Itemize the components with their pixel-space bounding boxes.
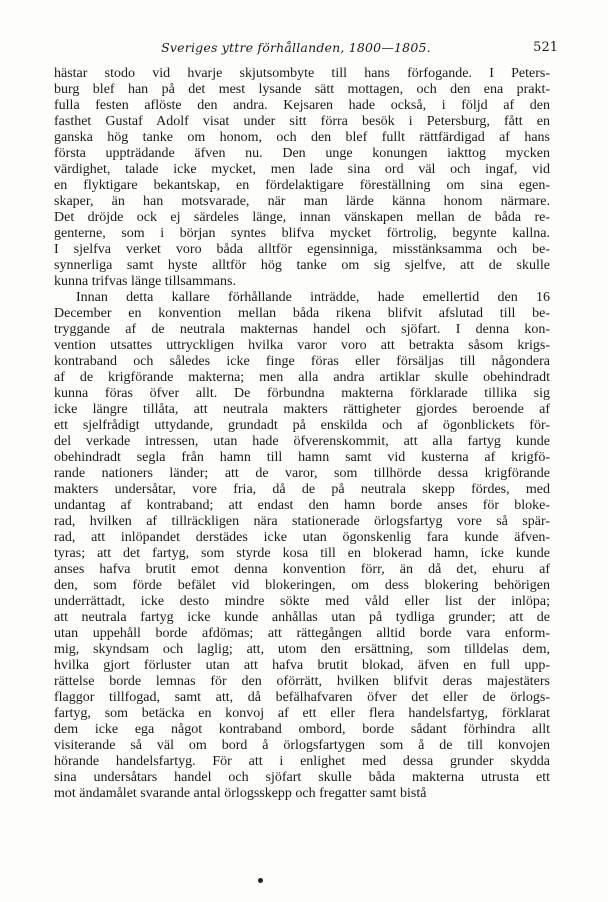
text-line: utan uppehåll borde afdömas; att rättegången alltid borde vara enform- (54, 626, 550, 641)
text-line: Det dröjde ock ej särdeles länge, innan vänskapen mellan de båda re- (54, 210, 550, 225)
page-number: 521 (533, 40, 558, 55)
text-line: fulla festen aflöste den andra. Kejsaren hade också, i följd af den (54, 98, 550, 113)
text-line: fasthet Gustaf Adolf visat under sitt förra besök i Petersburg, fått en (54, 114, 550, 129)
text-line: flaggor tillfogad, samt att, då befälhafvaren öfver det eller de örlogs- (54, 690, 550, 705)
text-line: kunna föras öfver allt. De förbundna makterna förklarade tillika sig (54, 386, 550, 401)
text-line: tryggande af de neutrala makternas handel och sjöfart. I denna kon- (54, 322, 550, 337)
text-line: af de krigförande makterna; men alla andra artiklar skulle obehindradt (54, 370, 550, 385)
text-line: synnerliga samt hyste alltför hög tanke om sig sjelfve, att de skulle (54, 258, 550, 273)
text-line: första uppträdande äfven nu. Den unge konungen iakttog mycken (54, 146, 550, 161)
text-line: I sjelfva verket voro båda alltför egensinniga, misstänksamma och be- (54, 242, 550, 257)
text-line: del verkade intressen, utan hade öfverenskommit, att alla fartyg kunde (54, 434, 550, 449)
text-line: en flyktigare bekantskap, en fördelaktigare föreställning om sina egen- (54, 178, 550, 193)
text-line: att neutrala fartyg icke kunde anhållas utan på tydliga grunder; att de (54, 610, 550, 625)
text-line: vention utsattes uttryckligen hvilka varor voro att betrakta såsom krigs- (54, 338, 550, 353)
text-line: anses hafva brutit emot denna konvention förr, än då det, ehuru af (54, 562, 550, 577)
text-line: hörande handelsfartyg. För att i enlighet med dessa grunder skydda (54, 754, 550, 769)
text-line: December en konvention mellan båda rikena blifvit afslutad till be- (54, 306, 550, 321)
text-line: mot ändamålet svarande antal örlogsskepp och fregatter samt bistå (54, 786, 427, 801)
text-line: rättelse borde lemnas för den oförrätt, hvilken blifvit deras majestäters (54, 674, 550, 689)
running-title: Sveriges yttre förhållanden, 1800—1805. (161, 40, 431, 55)
text-line: hvilka gjort förluster utan att hafva brutit blokad, äfven en full upp- (54, 658, 550, 673)
text-line: fartyg, som betäcka en konvoj af ett eller flera handelsfartyg, förklarat (54, 706, 550, 721)
printer-mark (258, 878, 263, 883)
text-line: den, som förde befälet vid blokeringen, om dess blokering behörigen (54, 578, 550, 593)
text-line: kunna trifvas länge tillsammans. (54, 274, 236, 289)
text-line: icke längre tillåta, att neutrala makters rättigheter gjordes beroende af (54, 402, 550, 417)
text-line: skaper, än han motsvarade, när man lärde känna honom närmare. (54, 194, 550, 209)
text-line: rad, hvilken af tillräckligen nära stationerade örlogsfartyg vore så spär- (54, 514, 550, 529)
text-line: visiterande så väl om bord å örlogsfartygen som å de till konvojen (54, 738, 550, 753)
text-line: hästar stodo vid hvarje skjutsombyte till hans förfogande. I Peters- (54, 66, 550, 81)
text-line: underrättadt, icke desto mindre sökte med våld eller list der inlöpa; (54, 594, 550, 609)
text-line: dem icke ega något kontraband ombord, borde sådant förhindra allt (54, 722, 550, 737)
text-line: undantag af kontraband; att endast den hamn borde anses för bloke- (54, 498, 550, 513)
text-line: rande nationers länder; att de varor, som tillhörde dessa krigförande (54, 466, 550, 481)
text-line: burg blef han på det mest lysande sätt mottagen, och den ena prakt- (54, 82, 550, 97)
running-head (50, 40, 558, 58)
body-text (54, 66, 550, 802)
text-line: makters undersåtar, vore fria, då de på neutrala skepp fördes, med (54, 482, 550, 497)
text-line: genterne, som i början syntes blifva mycket förtrolig, begynte kallna. (54, 226, 550, 241)
text-line: mig, skyndsam och laglig; att, utom den ersättning, som tilldelas dem, (54, 642, 550, 657)
text-line: ganska hög tanke om honom, och den blef fullt rättfärdigad af hans (54, 130, 550, 145)
text-line: Innan detta kallare förhållande inträdde, hade emellertid den 16 (76, 290, 550, 305)
text-line: ett sjelfrådigt uttydande, grundadt på enskilda och af ögonblickets för- (54, 418, 550, 433)
text-line: kontraband och således icke finge föras eller försäljas till någondera (54, 354, 550, 369)
text-line: sina undersåtars handel och sjöfart skulle båda makterna utrusta ett (54, 770, 550, 785)
text-line: värdighet, talade icke mycket, men lade sina ord väl och ingaf, vid (54, 162, 550, 177)
text-line: rad, att inlöpandet derstädes icke utan ögonskenlig fara kunde äfven- (54, 530, 550, 545)
text-line: obehindradt segla från hamn till hamn samt vid kusterna af krigfö- (54, 450, 550, 465)
text-line: tyras; att det fartyg, som styrde kosa till en blokerad hamn, icke kunde (54, 546, 550, 561)
